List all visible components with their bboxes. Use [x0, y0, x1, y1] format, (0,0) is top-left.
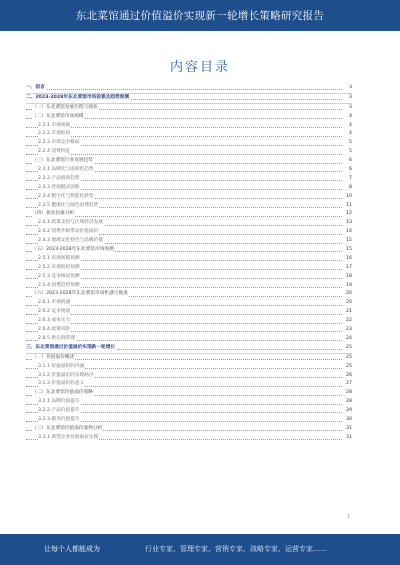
footer-slogan: 让每个人都能成为 — [44, 545, 100, 553]
toc-entry-label: （二）东北菜馆价值溢价策略 — [32, 389, 94, 398]
toc-entry-page: 5 — [342, 139, 352, 148]
toc-entry[interactable] — [26, 94, 352, 104]
dot-leader — [26, 136, 342, 137]
toc-entry-label: 3.1.3 价值溢价的意义 — [38, 380, 85, 389]
toc-entry-page: 15 — [342, 246, 352, 255]
toc-entry[interactable] — [26, 175, 352, 184]
toc-entry-page: 31 — [342, 425, 352, 434]
toc-entry[interactable] — [26, 219, 352, 228]
toc-entry-page: 17 — [342, 264, 352, 273]
toc-entry-page: 14 — [342, 228, 352, 237]
toc-entry-page: 8 — [342, 184, 352, 193]
toc-entry[interactable] — [26, 273, 352, 282]
toc-entry-page: 31 — [342, 434, 352, 443]
toc-entry-label: 2.4.3 地域文化特色与品牌价值 — [38, 237, 104, 246]
toc-entry[interactable] — [26, 354, 352, 363]
toc-entry[interactable] — [26, 407, 352, 416]
toc-entry-label: 2.2.3 市场竞争格局 — [38, 139, 81, 148]
toc-entry-page: 10 — [342, 193, 352, 202]
toc-entry-label: 二、2023-2028年东北菜馆市场前景及趋势预测 — [26, 94, 130, 103]
toc-entry-page: 13 — [342, 219, 352, 228]
toc-entry[interactable] — [26, 193, 352, 202]
toc-entry-label: （三）东北菜馆行业发展趋势 — [32, 157, 94, 166]
toc-entry-label: 三、东北菜馆通过价值溢价实现新一轮增长 — [26, 344, 116, 353]
toc-entry[interactable] — [26, 335, 352, 344]
toc-entry-label: （四）驱动因素分析 — [32, 210, 75, 219]
toc-entry[interactable] — [26, 84, 352, 94]
toc-entry[interactable] — [26, 264, 352, 273]
toc-entry-label: 2.6.4 政策风险 — [38, 326, 71, 335]
toc-entry[interactable] — [26, 290, 352, 299]
toc-entry-page: 3 — [342, 104, 352, 113]
toc-entry-label: 2.5.1 市场规模预测 — [38, 255, 81, 264]
toc-entry-page: 7 — [342, 175, 352, 184]
toc-entry-label: 一、前言 — [26, 84, 46, 93]
toc-entry-label: 2.2.2 市场结构 — [38, 130, 71, 139]
toc-entry[interactable] — [26, 425, 352, 434]
toc-entry-page: 27 — [342, 380, 352, 389]
toc-entry-page: 23 — [342, 326, 352, 335]
toc-entry-page: 22 — [342, 317, 352, 326]
toc-heading: 内容目录 — [169, 60, 230, 75]
toc-entry-label: 2.5.2 市场结构预测 — [38, 264, 81, 273]
dot-leader — [26, 89, 342, 90]
toc-entry-label: 2.3.1 品牌化与连锁化趋势 — [38, 166, 95, 175]
toc-entry-page: 12 — [342, 210, 352, 219]
toc-entry-label: 2.3.3 营销模式创新 — [38, 184, 81, 193]
toc-entry-page: 19 — [342, 282, 352, 291]
report-footer — [0, 534, 400, 565]
toc-entry-label: 2.3.5 健康化与绿色消费趋势 — [38, 202, 99, 211]
dot-leader — [26, 154, 342, 155]
toc-entry[interactable] — [26, 344, 352, 354]
toc-entry[interactable] — [26, 166, 352, 175]
toc-entry-page: 29 — [342, 407, 352, 416]
report-title: 东北菜馆通过价值溢价实现新一轮增长策略研究报告 — [75, 10, 325, 22]
toc-entry-label: 2.6.1 市场机遇 — [38, 299, 71, 308]
toc-entry[interactable] — [26, 202, 352, 211]
toc-entry-label: 3.1.2 价值溢价的实现路径 — [38, 372, 95, 381]
toc-entry[interactable] — [26, 228, 352, 237]
toc-entry-page: 6 — [342, 166, 352, 175]
toc-entry-page: 21 — [342, 308, 352, 317]
toc-entry-page: 25 — [342, 363, 352, 372]
footer-roles: 行业专家、管理专家、营销专家、战略专家、运营专家…… — [145, 545, 327, 553]
toc-entry-page: 18 — [342, 273, 352, 282]
toc-entry[interactable] — [26, 139, 352, 148]
toc-entry[interactable] — [26, 317, 352, 326]
toc-entry-page: 28 — [342, 398, 352, 407]
toc-entry-label: 2.5.4 消费趋势预测 — [38, 282, 81, 291]
toc-entry[interactable] — [26, 122, 352, 131]
dot-leader — [26, 305, 342, 306]
page-marker: 1 — [347, 514, 351, 520]
toc-entry-label: 3.1.1 价值溢价的内涵 — [38, 363, 85, 372]
toc-entry-page: 11 — [342, 202, 352, 211]
dot-leader — [26, 331, 342, 332]
toc-entry-page: 26 — [342, 372, 352, 381]
dot-leader — [26, 127, 342, 128]
toc-entry-page: 16 — [342, 255, 352, 264]
toc-entry[interactable] — [26, 380, 352, 389]
toc-entry-page: 15 — [342, 237, 352, 246]
toc-entry[interactable] — [26, 184, 352, 193]
toc-entry-label: 3.3.1 典型企业价值溢价实践 — [38, 434, 99, 443]
report-header — [0, 0, 400, 31]
toc-entry-label: 2.3.2 产品创新趋势 — [38, 175, 81, 184]
toc-entry-page: 25 — [342, 344, 352, 353]
dot-leader — [26, 314, 342, 315]
toc-entry[interactable] — [26, 326, 352, 335]
toc-entry-page: 30 — [342, 416, 352, 425]
toc-entry-label: 2.2.1 市场规模 — [38, 122, 71, 131]
toc-entry[interactable] — [26, 398, 352, 407]
toc-entry-page: 4 — [342, 130, 352, 139]
toc-entry-label: 3.2.1 品牌价值提升 — [38, 398, 81, 407]
toc-entry-page: 20 — [342, 290, 352, 299]
toc-entry-label: （三）东北菜馆价值溢价案例分析 — [32, 425, 103, 434]
toc-entry-page: 6 — [342, 157, 352, 166]
toc-entry[interactable] — [26, 104, 352, 113]
dot-leader — [26, 323, 342, 324]
toc-entry[interactable] — [26, 157, 352, 166]
toc-entry[interactable] — [26, 363, 352, 372]
toc-entry-label: （五）2023-2028年东北菜馆市场预测 — [32, 246, 115, 255]
toc-entry-label: （六）2023-2028年东北菜馆市场机遇与挑战 — [32, 290, 129, 299]
toc-entry-page: 3 — [342, 84, 352, 93]
toc-entry[interactable] — [26, 389, 352, 398]
toc-entry[interactable] — [26, 416, 352, 425]
toc-entry-page: 4 — [342, 113, 352, 122]
toc-entry-page: 20 — [342, 299, 352, 308]
toc-entry-page: 28 — [342, 389, 352, 398]
toc-entry-label: 2.6.5 供应链管理 — [38, 335, 76, 344]
toc-entry-page: 4 — [342, 122, 352, 131]
toc-entry-label: 2.3.4 数字化与智能化转型 — [38, 193, 95, 202]
toc-entry[interactable] — [26, 308, 352, 317]
toc-entry[interactable] — [26, 299, 352, 308]
toc-entry-label: （一）价值溢价概述 — [32, 354, 75, 363]
toc-entry-label: 2.4.1 政策支持与区域经济发展 — [38, 219, 104, 228]
toc-entry-page: 5 — [342, 148, 352, 157]
toc-entry[interactable] — [26, 130, 352, 139]
toc-entry-label: 3.2.2 产品价值提升 — [38, 407, 81, 416]
toc-entry-page: 3 — [342, 94, 352, 103]
toc-entry-label: 3.2.3 服务价值提升 — [38, 416, 81, 425]
toc-entry-label: （二）东北菜馆市场规模 — [32, 113, 85, 122]
toc-entry-label: 2.2.4 消费特征 — [38, 148, 71, 157]
table-of-contents — [26, 84, 352, 443]
toc-entry-label: （一）东北菜馆发展历程与现状 — [32, 104, 99, 113]
toc-entry[interactable] — [26, 434, 352, 443]
toc-entry[interactable] — [26, 246, 352, 255]
toc-entry[interactable] — [26, 372, 352, 381]
toc-entry[interactable] — [26, 255, 352, 264]
toc-entry[interactable] — [26, 148, 352, 157]
toc-entry-label: 2.6.2 竞争挑战 — [38, 308, 71, 317]
toc-entry[interactable] — [26, 113, 352, 122]
toc-entry-label: 2.6.3 成本压力 — [38, 317, 71, 326]
toc-entry-label: 2.4.2 消费升级带动价值溢价 — [38, 228, 99, 237]
toc-entry-label: 2.5.3 竞争格局预测 — [38, 273, 81, 282]
toc-entry-page: 25 — [342, 354, 352, 363]
toc-entry-page: 24 — [342, 335, 352, 344]
toc-entry[interactable] — [26, 282, 352, 291]
toc-entry[interactable] — [26, 237, 352, 246]
toc-entry[interactable] — [26, 210, 352, 219]
